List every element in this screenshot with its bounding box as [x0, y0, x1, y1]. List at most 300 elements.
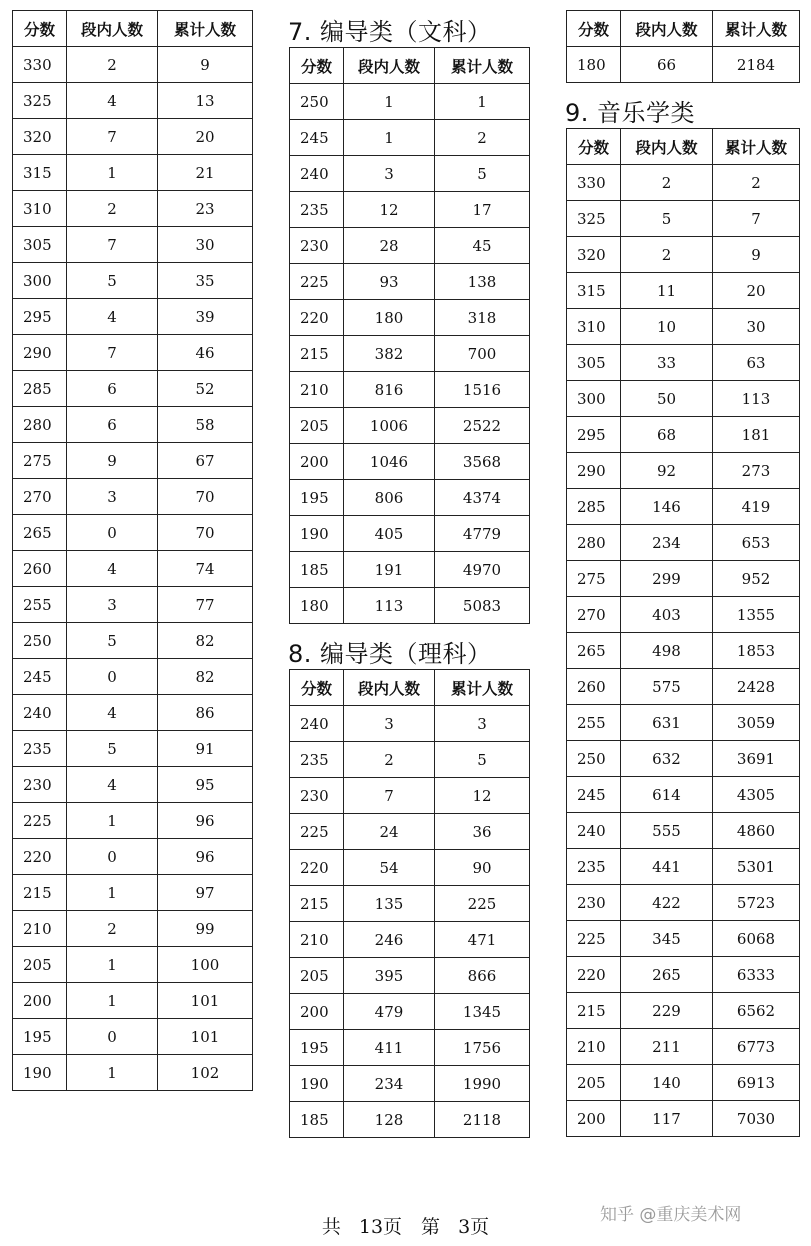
score-cell: 255	[567, 705, 621, 741]
column-header: 累计人数	[435, 48, 530, 84]
column-header: 段内人数	[621, 129, 713, 165]
cumulative-count-cell: 3691	[713, 741, 800, 777]
score-table-section8-continued	[566, 10, 800, 83]
table-row	[13, 875, 253, 911]
band-count-cell: 3	[67, 587, 158, 623]
score-cell: 320	[13, 119, 67, 155]
cumulative-count-cell: 6333	[713, 957, 800, 993]
table-row	[567, 597, 800, 633]
band-count-cell: 7	[344, 778, 435, 814]
table-row	[567, 561, 800, 597]
score-cell: 250	[567, 741, 621, 777]
table-row	[290, 444, 530, 480]
band-count-cell: 405	[344, 516, 435, 552]
score-cell: 310	[13, 191, 67, 227]
column-header: 累计人数	[158, 11, 253, 47]
band-count-cell: 1	[67, 875, 158, 911]
band-count-cell: 395	[344, 958, 435, 994]
cumulative-count-cell: 30	[158, 227, 253, 263]
band-count-cell: 403	[621, 597, 713, 633]
page-footer: 共 13页 第 3页	[321, 1216, 490, 1238]
table-row	[290, 706, 530, 742]
cumulative-count-cell: 7030	[713, 1101, 800, 1137]
table-row	[13, 731, 253, 767]
table-row	[13, 335, 253, 371]
score-cell: 225	[290, 264, 344, 300]
table-header-row	[290, 670, 530, 706]
score-cell: 265	[13, 515, 67, 551]
band-count-cell: 211	[621, 1029, 713, 1065]
cumulative-count-cell: 2118	[435, 1102, 530, 1138]
band-count-cell: 246	[344, 922, 435, 958]
cumulative-count-cell: 3568	[435, 444, 530, 480]
table-row	[567, 885, 800, 921]
score-table-continued	[12, 10, 253, 1091]
score-cell: 200	[290, 444, 344, 480]
table-header-row	[13, 11, 253, 47]
score-cell: 220	[290, 850, 344, 886]
score-cell: 230	[13, 767, 67, 803]
score-cell: 220	[290, 300, 344, 336]
table-row	[567, 165, 800, 201]
band-count-cell: 6	[67, 371, 158, 407]
band-count-cell: 191	[344, 552, 435, 588]
score-cell: 330	[13, 47, 67, 83]
band-count-cell: 68	[621, 417, 713, 453]
band-count-cell: 128	[344, 1102, 435, 1138]
cumulative-count-cell: 5	[435, 156, 530, 192]
band-count-cell: 3	[67, 479, 158, 515]
table-row	[567, 1029, 800, 1065]
table-row	[13, 263, 253, 299]
table-row	[567, 47, 800, 83]
score-cell: 180	[567, 47, 621, 83]
band-count-cell: 816	[344, 372, 435, 408]
table-row	[13, 407, 253, 443]
cumulative-count-cell: 1853	[713, 633, 800, 669]
band-count-cell: 498	[621, 633, 713, 669]
table-row	[567, 489, 800, 525]
score-cell: 315	[567, 273, 621, 309]
score-cell: 210	[13, 911, 67, 947]
band-count-cell: 180	[344, 300, 435, 336]
cumulative-count-cell: 102	[158, 1055, 253, 1091]
cumulative-count-cell: 45	[435, 228, 530, 264]
band-count-cell: 1	[344, 84, 435, 120]
score-cell: 260	[567, 669, 621, 705]
cumulative-count-cell: 1516	[435, 372, 530, 408]
score-cell: 275	[567, 561, 621, 597]
band-count-cell: 24	[344, 814, 435, 850]
band-count-cell: 135	[344, 886, 435, 922]
score-cell: 190	[290, 516, 344, 552]
score-cell: 240	[13, 695, 67, 731]
band-count-cell: 7	[67, 227, 158, 263]
cumulative-count-cell: 39	[158, 299, 253, 335]
score-cell: 325	[13, 83, 67, 119]
cumulative-count-cell: 35	[158, 263, 253, 299]
score-cell: 225	[13, 803, 67, 839]
table-row	[290, 264, 530, 300]
band-count-cell: 7	[67, 335, 158, 371]
table-row	[567, 453, 800, 489]
cumulative-count-cell: 1	[435, 84, 530, 120]
cumulative-count-cell: 2184	[713, 47, 800, 83]
cumulative-count-cell: 4374	[435, 480, 530, 516]
band-count-cell: 299	[621, 561, 713, 597]
table-row	[13, 551, 253, 587]
score-cell: 210	[567, 1029, 621, 1065]
band-count-cell: 140	[621, 1065, 713, 1101]
table-row	[290, 886, 530, 922]
score-cell: 205	[13, 947, 67, 983]
score-cell: 290	[567, 453, 621, 489]
score-table-section8	[289, 669, 530, 1138]
cumulative-count-cell: 86	[158, 695, 253, 731]
band-count-cell: 117	[621, 1101, 713, 1137]
cumulative-count-cell: 82	[158, 659, 253, 695]
table-row	[13, 1019, 253, 1055]
column-header: 段内人数	[344, 48, 435, 84]
table-header-row	[290, 48, 530, 84]
band-count-cell: 0	[67, 839, 158, 875]
band-count-cell: 2	[67, 47, 158, 83]
score-cell: 295	[13, 299, 67, 335]
score-cell: 290	[13, 335, 67, 371]
cumulative-count-cell: 5723	[713, 885, 800, 921]
table-row	[290, 814, 530, 850]
score-cell: 230	[290, 228, 344, 264]
table-row	[567, 741, 800, 777]
band-count-cell: 806	[344, 480, 435, 516]
score-cell: 215	[567, 993, 621, 1029]
score-cell: 185	[290, 1102, 344, 1138]
table-row	[13, 299, 253, 335]
band-count-cell: 5	[67, 731, 158, 767]
table-row	[290, 552, 530, 588]
score-cell: 205	[290, 958, 344, 994]
band-count-cell: 3	[344, 156, 435, 192]
score-cell: 230	[290, 778, 344, 814]
band-count-cell: 28	[344, 228, 435, 264]
table-row	[567, 993, 800, 1029]
cumulative-count-cell: 181	[713, 417, 800, 453]
table-row	[13, 479, 253, 515]
band-count-cell: 1	[67, 1055, 158, 1091]
table-row	[567, 201, 800, 237]
score-cell: 200	[290, 994, 344, 1030]
cumulative-count-cell: 91	[158, 731, 253, 767]
score-cell: 240	[290, 156, 344, 192]
score-cell: 260	[13, 551, 67, 587]
table-row	[567, 705, 800, 741]
band-count-cell: 479	[344, 994, 435, 1030]
cumulative-count-cell: 113	[713, 381, 800, 417]
table-row	[567, 381, 800, 417]
score-cell: 285	[567, 489, 621, 525]
band-count-cell: 422	[621, 885, 713, 921]
cumulative-count-cell: 74	[158, 551, 253, 587]
score-cell: 245	[290, 120, 344, 156]
column-header: 分数	[567, 11, 621, 47]
cumulative-count-cell: 82	[158, 623, 253, 659]
table-row	[13, 803, 253, 839]
table-row	[13, 119, 253, 155]
table-row	[290, 516, 530, 552]
score-cell: 265	[567, 633, 621, 669]
score-cell: 330	[567, 165, 621, 201]
table-row	[13, 695, 253, 731]
cumulative-count-cell: 6773	[713, 1029, 800, 1065]
band-count-cell: 4	[67, 551, 158, 587]
band-count-cell: 2	[67, 191, 158, 227]
cumulative-count-cell: 101	[158, 983, 253, 1019]
table-row	[290, 192, 530, 228]
band-count-cell: 229	[621, 993, 713, 1029]
table-row	[567, 417, 800, 453]
cumulative-count-cell: 97	[158, 875, 253, 911]
band-count-cell: 5	[621, 201, 713, 237]
table-row	[290, 1030, 530, 1066]
score-cell: 215	[290, 886, 344, 922]
cumulative-count-cell: 1756	[435, 1030, 530, 1066]
table-row	[290, 408, 530, 444]
band-count-cell: 4	[67, 83, 158, 119]
table-row	[290, 742, 530, 778]
band-count-cell: 631	[621, 705, 713, 741]
table-row	[13, 227, 253, 263]
score-cell: 225	[290, 814, 344, 850]
score-cell: 220	[13, 839, 67, 875]
score-cell: 310	[567, 309, 621, 345]
score-cell: 245	[567, 777, 621, 813]
cumulative-count-cell: 7	[713, 201, 800, 237]
band-count-cell: 1046	[344, 444, 435, 480]
cumulative-count-cell: 318	[435, 300, 530, 336]
band-count-cell: 3	[344, 706, 435, 742]
table-row	[290, 994, 530, 1030]
band-count-cell: 5	[67, 263, 158, 299]
cumulative-count-cell: 20	[713, 273, 800, 309]
band-count-cell: 7	[67, 119, 158, 155]
score-cell: 205	[290, 408, 344, 444]
table-row	[13, 83, 253, 119]
table-row	[13, 47, 253, 83]
table-row	[290, 300, 530, 336]
score-cell: 270	[13, 479, 67, 515]
band-count-cell: 11	[621, 273, 713, 309]
band-count-cell: 1006	[344, 408, 435, 444]
band-count-cell: 92	[621, 453, 713, 489]
cumulative-count-cell: 23	[158, 191, 253, 227]
table-row	[567, 921, 800, 957]
score-cell: 230	[567, 885, 621, 921]
column-header: 段内人数	[344, 670, 435, 706]
cumulative-count-cell: 3059	[713, 705, 800, 741]
band-count-cell: 12	[344, 192, 435, 228]
score-table-section9	[566, 128, 800, 1137]
cumulative-count-cell: 12	[435, 778, 530, 814]
cumulative-count-cell: 866	[435, 958, 530, 994]
cumulative-count-cell: 70	[158, 479, 253, 515]
cumulative-count-cell: 67	[158, 443, 253, 479]
table-row	[290, 228, 530, 264]
band-count-cell: 33	[621, 345, 713, 381]
column-header: 累计人数	[435, 670, 530, 706]
table-header-row	[567, 11, 800, 47]
table-row	[13, 587, 253, 623]
band-count-cell: 6	[67, 407, 158, 443]
band-count-cell: 411	[344, 1030, 435, 1066]
section-title-8: 8. 编导类（理科）	[288, 640, 492, 668]
table-row	[290, 1102, 530, 1138]
cumulative-count-cell: 6068	[713, 921, 800, 957]
cumulative-count-cell: 4779	[435, 516, 530, 552]
cumulative-count-cell: 5	[435, 742, 530, 778]
cumulative-count-cell: 20	[158, 119, 253, 155]
cumulative-count-cell: 419	[713, 489, 800, 525]
score-cell: 190	[13, 1055, 67, 1091]
column-header: 分数	[13, 11, 67, 47]
table-row	[567, 777, 800, 813]
column-header: 分数	[290, 670, 344, 706]
band-count-cell: 5	[67, 623, 158, 659]
column-header: 累计人数	[713, 129, 800, 165]
cumulative-count-cell: 70	[158, 515, 253, 551]
table-row	[567, 309, 800, 345]
table-row	[13, 947, 253, 983]
band-count-cell: 146	[621, 489, 713, 525]
table-row	[290, 958, 530, 994]
score-cell: 235	[567, 849, 621, 885]
cumulative-count-cell: 4970	[435, 552, 530, 588]
score-cell: 190	[290, 1066, 344, 1102]
band-count-cell: 93	[344, 264, 435, 300]
table-row	[290, 850, 530, 886]
cumulative-count-cell: 17	[435, 192, 530, 228]
score-cell: 280	[13, 407, 67, 443]
cumulative-count-cell: 138	[435, 264, 530, 300]
table-row	[567, 345, 800, 381]
cumulative-count-cell: 46	[158, 335, 253, 371]
score-cell: 305	[567, 345, 621, 381]
table-row	[13, 983, 253, 1019]
table-row	[13, 191, 253, 227]
section-title-7: 7. 编导类（文科）	[288, 18, 492, 46]
score-cell: 300	[567, 381, 621, 417]
score-cell: 195	[13, 1019, 67, 1055]
score-cell: 240	[290, 706, 344, 742]
band-count-cell: 575	[621, 669, 713, 705]
cumulative-count-cell: 5301	[713, 849, 800, 885]
cumulative-count-cell: 9	[713, 237, 800, 273]
column-header: 段内人数	[67, 11, 158, 47]
table-row	[290, 120, 530, 156]
score-cell: 205	[567, 1065, 621, 1101]
score-cell: 215	[290, 336, 344, 372]
score-cell: 220	[567, 957, 621, 993]
cumulative-count-cell: 100	[158, 947, 253, 983]
table-header-row	[567, 129, 800, 165]
table-row	[567, 1065, 800, 1101]
table-row	[290, 588, 530, 624]
score-cell: 200	[567, 1101, 621, 1137]
table-row	[290, 372, 530, 408]
cumulative-count-cell: 273	[713, 453, 800, 489]
cumulative-count-cell: 1345	[435, 994, 530, 1030]
table-row	[13, 767, 253, 803]
band-count-cell: 54	[344, 850, 435, 886]
band-count-cell: 632	[621, 741, 713, 777]
score-cell: 185	[290, 552, 344, 588]
cumulative-count-cell: 2	[713, 165, 800, 201]
band-count-cell: 0	[67, 659, 158, 695]
column-header: 累计人数	[713, 11, 800, 47]
score-cell: 210	[290, 922, 344, 958]
table-row	[290, 84, 530, 120]
cumulative-count-cell: 96	[158, 803, 253, 839]
column-header: 分数	[290, 48, 344, 84]
score-cell: 275	[13, 443, 67, 479]
section-title-9: 9. 音乐学类	[565, 99, 696, 127]
score-table-section7	[289, 47, 530, 624]
cumulative-count-cell: 6913	[713, 1065, 800, 1101]
band-count-cell: 4	[67, 299, 158, 335]
cumulative-count-cell: 471	[435, 922, 530, 958]
score-cell: 300	[13, 263, 67, 299]
cumulative-count-cell: 21	[158, 155, 253, 191]
table-row	[290, 778, 530, 814]
table-row	[13, 1055, 253, 1091]
cumulative-count-cell: 4860	[713, 813, 800, 849]
cumulative-count-cell: 225	[435, 886, 530, 922]
score-cell: 200	[13, 983, 67, 1019]
table-row	[13, 659, 253, 695]
score-cell: 280	[567, 525, 621, 561]
band-count-cell: 265	[621, 957, 713, 993]
score-cell: 235	[290, 742, 344, 778]
score-cell: 210	[290, 372, 344, 408]
cumulative-count-cell: 63	[713, 345, 800, 381]
cumulative-count-cell: 2	[435, 120, 530, 156]
table-row	[567, 1101, 800, 1137]
table-row	[13, 515, 253, 551]
band-count-cell: 614	[621, 777, 713, 813]
band-count-cell: 10	[621, 309, 713, 345]
table-row	[13, 839, 253, 875]
cumulative-count-cell: 30	[713, 309, 800, 345]
band-count-cell: 1	[67, 155, 158, 191]
band-count-cell: 2	[344, 742, 435, 778]
cumulative-count-cell: 4305	[713, 777, 800, 813]
band-count-cell: 50	[621, 381, 713, 417]
table-row	[567, 525, 800, 561]
score-cell: 240	[567, 813, 621, 849]
table-row	[13, 911, 253, 947]
band-count-cell: 4	[67, 767, 158, 803]
score-cell: 320	[567, 237, 621, 273]
column-header: 段内人数	[621, 11, 713, 47]
band-count-cell: 1	[344, 120, 435, 156]
cumulative-count-cell: 95	[158, 767, 253, 803]
band-count-cell: 0	[67, 515, 158, 551]
table-row	[290, 480, 530, 516]
band-count-cell: 2	[621, 165, 713, 201]
cumulative-count-cell: 13	[158, 83, 253, 119]
table-row	[290, 1066, 530, 1102]
score-cell: 255	[13, 587, 67, 623]
cumulative-count-cell: 3	[435, 706, 530, 742]
